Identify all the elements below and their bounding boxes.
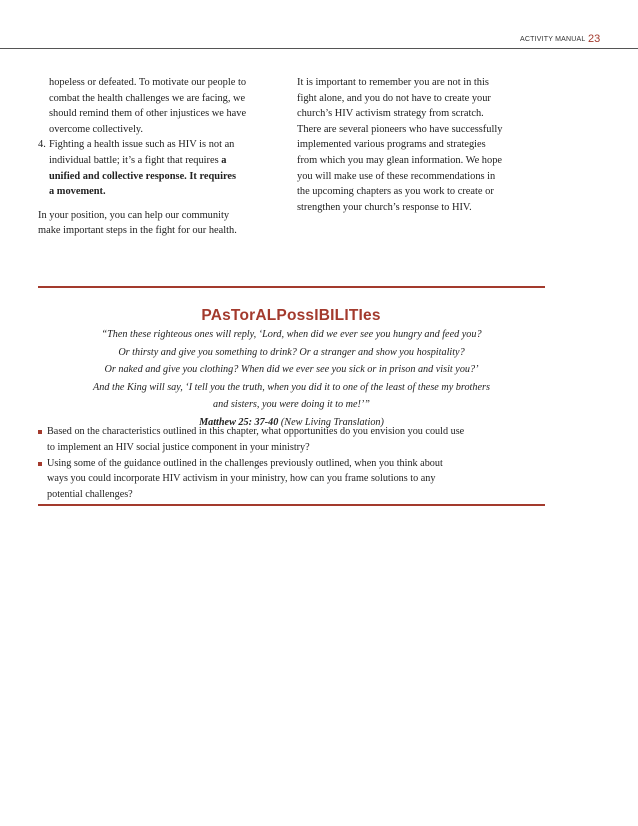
continued-paragraph — [38, 75, 288, 137]
running-header: ACTIVITY MANUAL — [520, 36, 586, 43]
quote-line: And the King will say, ‘I tell you the truth, when you did it to one of the least of these my brothers — [93, 381, 490, 393]
quote-line: and sisters, you were doing it to me!’” — [213, 399, 370, 411]
text-line: ways you could incorporate HIV activism in your ministry, how can you frame solutions to any — [47, 473, 436, 485]
square-bullet-icon — [38, 462, 42, 466]
emphasis-line: unified and collective response. It requires — [49, 170, 237, 182]
closing-paragraph — [38, 208, 288, 239]
text-run: individual battle; it’s a fight that requires — [49, 154, 222, 166]
text-line: fight alone, and you do not have to create your — [297, 92, 491, 104]
text-line: There are several pioneers who have successfully — [297, 123, 503, 135]
text-line: make important steps in the fight for our health. — [38, 225, 237, 237]
text-line: In your position, you can help our community — [38, 209, 230, 221]
right-column — [297, 75, 547, 215]
text-line: overcome collectively. — [49, 123, 143, 135]
quote-line: “Then these righteous ones will reply, ‘Lord, when did we ever see you hungry and feed you? — [101, 329, 482, 340]
quote-translation: (New Living Translation) — [278, 416, 384, 428]
scripture-quote — [38, 326, 545, 432]
left-column — [38, 75, 288, 239]
text-line — [49, 153, 288, 169]
section-top-rule — [38, 286, 545, 288]
text-line: to implement an HIV social justice component in your ministry? — [47, 441, 310, 453]
list-item — [38, 456, 548, 503]
text-line: church’s HIV activism strategy from scratch. — [297, 108, 484, 120]
header-rule — [0, 48, 638, 49]
text-line: Fighting a health issue such as HIV is not an — [49, 139, 235, 151]
text-line: strengthen your church’s response to HIV. — [297, 201, 472, 213]
text-line: Using some of the guidance outlined in the challenges previously outlined, when you think about — [47, 457, 443, 469]
text-line: you will make use of these recommendations in — [297, 170, 496, 182]
list-item — [38, 424, 548, 456]
quote-line: Or naked and give you clothing? When did we ever see you sick or in prison and visit you?’ — [104, 364, 479, 376]
text-line: should remind them of other injustices we have — [49, 108, 247, 120]
list-item-4 — [38, 137, 288, 199]
emphasis-text: a — [221, 154, 227, 166]
text-line: hopeless or defeated. To motivate our people to — [49, 77, 247, 88]
section-title: PAsTorALPossIBILITIes — [201, 307, 381, 324]
text-line: the upcoming chapters as you work to create or — [297, 186, 494, 198]
reflection-questions — [38, 424, 548, 503]
section-bottom-rule — [38, 504, 545, 506]
quote-reference: Matthew 25: 37-40 — [199, 416, 279, 428]
list-number: 4. — [38, 139, 46, 151]
page-number: 23 — [588, 33, 601, 45]
square-bullet-icon — [38, 430, 42, 434]
text-line: implemented various programs and strategies — [297, 139, 486, 151]
text-line: combat the health challenges we are facing, we — [49, 92, 246, 104]
text-line: It is important to remember you are not in this — [297, 77, 489, 88]
text-line: from which you may glean information. We hope — [297, 154, 503, 166]
quote-line: Or thirsty and give you something to drink? Or a stranger and show you hospitality? — [118, 346, 465, 358]
text-line: potential challenges? — [47, 489, 133, 501]
emphasis-line: a movement. — [49, 186, 106, 198]
text-line: Based on the characteristics outlined in this chapter, what opportunities do you envision you could use — [47, 426, 465, 437]
